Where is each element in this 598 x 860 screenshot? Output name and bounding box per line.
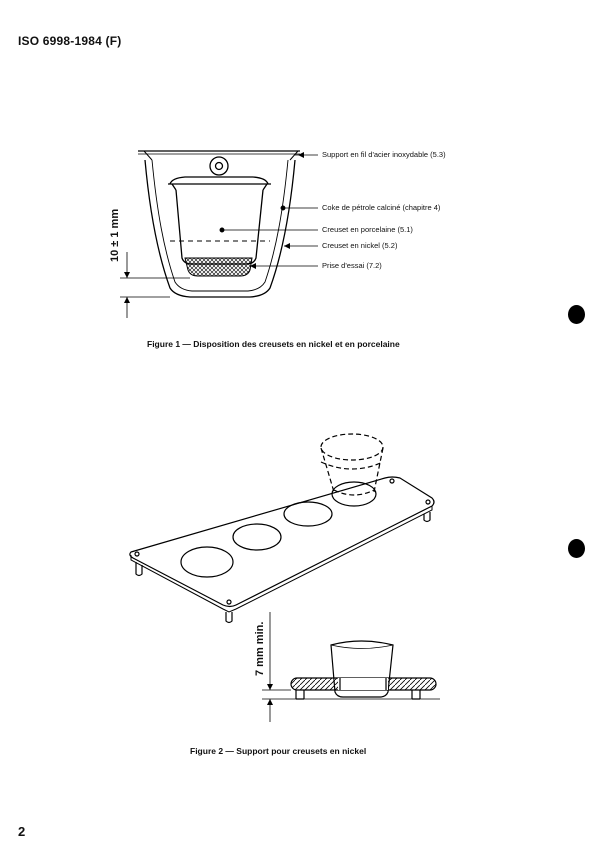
callout-porcelain: Creuset en porcelaine (5.1) (322, 225, 413, 234)
screw (390, 479, 394, 483)
figure1-caption: Figure 1 — Disposition des creusets en nickel et en porcelaine (147, 339, 400, 349)
crucible-hole (233, 524, 281, 550)
figure2-dimension: 7 mm min. (254, 621, 266, 676)
crucible-hole (332, 482, 376, 506)
figure2-caption: Figure 2 — Support pour creusets en nickel (190, 746, 367, 756)
punch-hole (568, 539, 585, 558)
figure1-dimension: 10 ± 1 mm (109, 208, 121, 262)
callout-sample: Prise d'essai (7.2) (322, 261, 382, 270)
side-foot (412, 690, 420, 699)
page-number: 2 (18, 824, 26, 839)
crucible-hole (181, 547, 233, 577)
sample-hatch (185, 258, 252, 276)
porcelain-lid (170, 177, 268, 184)
document-header: ISO 6998-1984 (F) (18, 34, 122, 48)
figure2-drawing (130, 434, 440, 722)
plate-foot (226, 612, 232, 623)
dashed-crucible-rim (321, 434, 383, 460)
figure1-drawing (120, 151, 318, 318)
side-foot (296, 690, 304, 699)
lid-knob (210, 157, 228, 175)
screw (426, 500, 430, 504)
screw (227, 600, 231, 604)
callout-nickel: Creuset en nickel (5.2) (322, 241, 398, 250)
callout-support: Support en fil d'acier inoxydable (5.3) (322, 150, 446, 159)
screw (135, 552, 139, 556)
crucible-hole (284, 502, 332, 526)
callout-coke: Coke de pétrole calciné (chapitre 4) (322, 203, 441, 212)
punch-hole (568, 305, 585, 324)
support-plate (130, 477, 434, 607)
porcelain-crucible (176, 190, 263, 264)
